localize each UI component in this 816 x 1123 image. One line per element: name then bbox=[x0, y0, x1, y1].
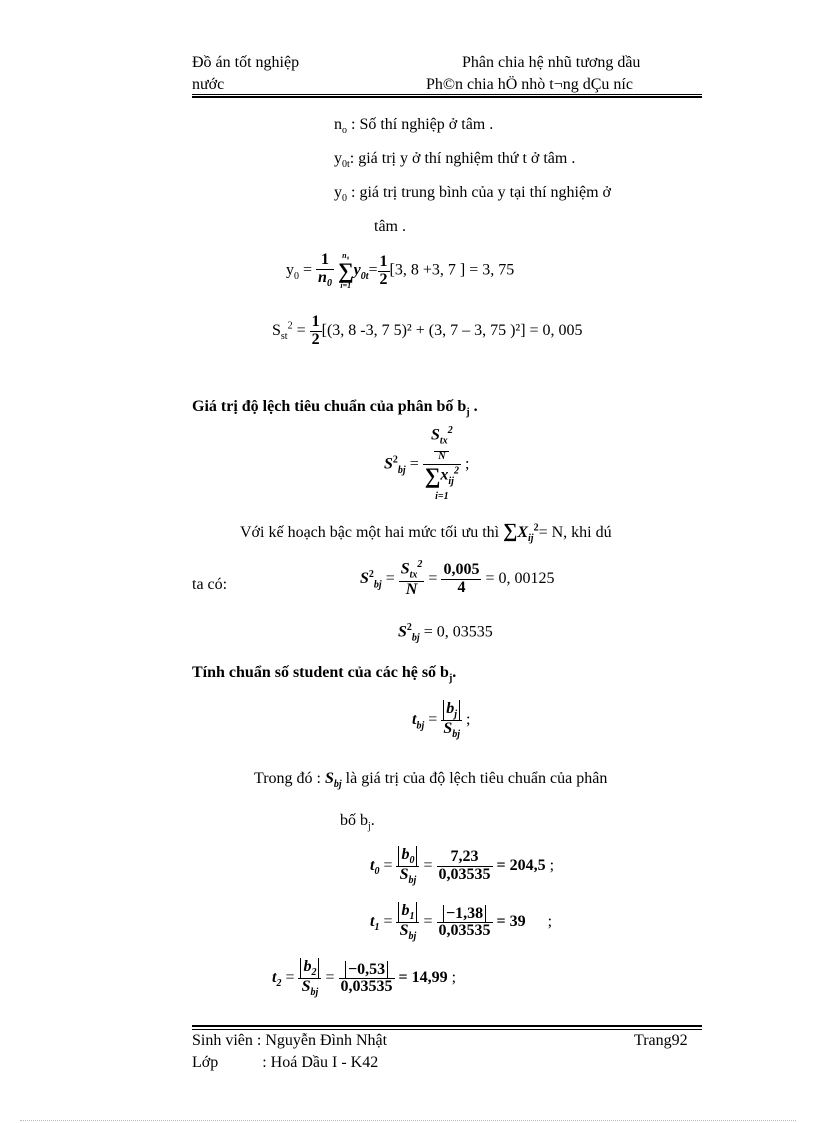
sum-top: n₀ bbox=[342, 251, 350, 260]
fraction-value bbox=[437, 849, 493, 884]
frac-den-sub: 0 bbox=[326, 278, 332, 290]
equation-sb-value bbox=[398, 622, 493, 644]
definition-symbol: y bbox=[334, 184, 342, 201]
equation-sb-calc: $S^2_{bj}$ = $\frac{S_{tx}^2}{N}$ = $\frac{0,005}{4}$ = 0, 00125 bbox=[360, 559, 555, 599]
frac-num: 7,23 bbox=[437, 849, 493, 867]
footer-rule bbox=[192, 1025, 702, 1027]
header-rule bbox=[192, 94, 702, 95]
eq-lhs-sup: 2 bbox=[406, 622, 412, 633]
footer-class-value: : Hoá Dầu I - K42 bbox=[262, 1054, 379, 1071]
para-tail: . bbox=[370, 812, 375, 829]
paragraph-where-cont bbox=[340, 812, 375, 832]
frac-den: N bbox=[405, 581, 418, 599]
sum-bottom: i=1 bbox=[435, 491, 449, 503]
eq-lhs: S bbox=[272, 321, 281, 339]
para-symbol-subsub: j bbox=[338, 779, 342, 791]
frac-num: b bbox=[446, 700, 455, 717]
fraction-value bbox=[339, 961, 395, 997]
eq-rhs: [3, 8 +3, 7 ] = 3, 75 bbox=[389, 261, 515, 279]
footer-rule-thin bbox=[192, 1029, 702, 1030]
row-tail: ; bbox=[547, 913, 553, 931]
eq-lhs-sub: 0 bbox=[294, 270, 299, 282]
row-lhs-sub: 0 bbox=[374, 866, 380, 878]
paragraph-where bbox=[254, 770, 607, 790]
fraction-half bbox=[378, 254, 390, 289]
frac-num-sub: tx bbox=[409, 569, 418, 581]
definition-y0t bbox=[334, 150, 575, 170]
heading-text: Tính chuẩn số student của các hệ số b bbox=[192, 664, 449, 681]
frac-den: S bbox=[443, 720, 453, 738]
header-subtitle-left: nước bbox=[192, 76, 225, 93]
eq-lhs: S bbox=[360, 570, 369, 588]
sum-symbol: ∑ bbox=[503, 520, 518, 542]
sum-operator: n₀ ∑ i=1 bbox=[337, 251, 354, 290]
definition-sub: 0 bbox=[342, 193, 347, 205]
fraction-value bbox=[441, 562, 481, 597]
heading-sub: j bbox=[448, 673, 453, 685]
eq-lhs-sup: 2 bbox=[392, 454, 398, 466]
eq-lhs-subsub: j bbox=[416, 632, 420, 644]
frac-num: 1 bbox=[311, 313, 320, 330]
eq-lhs-subsub: j bbox=[378, 579, 382, 591]
definition-text: : giá trị trung bình của y tại thí nghiệm ở bbox=[347, 184, 611, 201]
heading-tail: . bbox=[452, 664, 457, 681]
fraction bbox=[316, 252, 334, 289]
para-text: Trong đó : bbox=[254, 770, 325, 787]
frac-num: b bbox=[401, 902, 410, 919]
equation-t-formula: $t_{bj}$ = $\frac{b_j}{S_{bj}}$ ; bbox=[412, 700, 471, 741]
definition-sub: 0t bbox=[342, 159, 350, 171]
frac-den: 0,03535 bbox=[340, 978, 393, 996]
eq-lhs: S bbox=[384, 455, 393, 473]
frac-num: b bbox=[303, 958, 312, 975]
header-rule-double bbox=[192, 96, 702, 98]
heading-text: Giá trị độ lệch tiêu chuẩn của phân bố b bbox=[192, 398, 467, 415]
frac-num-sub: j bbox=[454, 709, 458, 721]
frac-num: 0,005 bbox=[443, 561, 480, 579]
footer-student-label: Sinh viên bbox=[192, 1032, 253, 1049]
frac-num-sub: 2 bbox=[311, 967, 317, 979]
para-text: Với kế hoạch bậc một hai mức tối ưu thì bbox=[240, 524, 504, 541]
equation-sb-formula: $S^2_{bj}$ = $S_{tx}^2$ N $\sum x_{ij}^2$ i=1 ; bbox=[384, 425, 470, 503]
fraction bbox=[399, 560, 425, 599]
header-subtitle-right: Ph©n chia hÖ nhò t¬ng dÇu níc bbox=[426, 76, 633, 93]
definition-text: : Số thí nghiệp ở tâm . bbox=[351, 116, 494, 133]
frac-den-sub: b bbox=[452, 729, 458, 741]
frac-den: 4 bbox=[457, 578, 466, 596]
page-edge-dots bbox=[20, 1120, 796, 1121]
frac-den: 0,03535 bbox=[438, 922, 491, 940]
frac-den: 2 bbox=[379, 270, 388, 288]
frac-den: 2 bbox=[311, 330, 320, 348]
eq-rhs: = 0, 03535 bbox=[423, 623, 493, 641]
sum-term: y bbox=[353, 261, 361, 279]
label-ta-co: ta có: bbox=[192, 576, 228, 593]
definition-continuation: tâm . bbox=[374, 218, 406, 235]
footer-page-number: Trang92 bbox=[634, 1032, 688, 1049]
fraction: $S_{tx}^2$ N $\sum x_{ij}^2$ i=1 bbox=[424, 425, 459, 503]
fraction: $\frac{b_1}{S_{bj}}$ bbox=[396, 902, 419, 943]
row-tail: ; bbox=[549, 857, 555, 875]
para-sub: j bbox=[368, 821, 371, 833]
frac-num-n: N bbox=[434, 451, 449, 463]
eq-lhs: t bbox=[412, 711, 417, 729]
equation-y0: $y_0$ = $\frac{1}{n_0}$ n₀ ∑ i=1 $y_{0t}=$ $\frac{1}{2}$ [3, 8 +3, 7 ] = 3, 75 bbox=[286, 251, 515, 290]
definition-sub: o bbox=[342, 125, 347, 137]
equation-t-row-1: $t_1$ = $\frac{b_1}{S_{bj}}$ = $\frac{-1,38}{0,03535}$ = 39 ; bbox=[370, 902, 553, 943]
frac-den-term: x bbox=[440, 466, 449, 484]
para-x-sup: 2 bbox=[533, 522, 539, 534]
equation-sst: $S_{st}^2$ = $\frac{1}{2}$ [(3, 8 -3, 7 5)² + (3, 7 – 3, 75 )²] = 0, 005 bbox=[272, 313, 583, 348]
frac-den-term-sub: ij bbox=[448, 475, 454, 487]
section-heading-std-dev bbox=[192, 398, 478, 418]
eq-lhs-sub: st bbox=[280, 331, 288, 343]
frac-num: −0,53 bbox=[345, 961, 388, 979]
frac-num: −1,38 bbox=[443, 905, 486, 923]
frac-den: n bbox=[318, 269, 327, 287]
para-x-sub: ij bbox=[528, 533, 534, 545]
frac-num: S bbox=[431, 426, 440, 444]
para-x: X bbox=[517, 524, 529, 541]
definition-symbol: n bbox=[334, 116, 342, 133]
row-result: = 14,99 bbox=[398, 969, 448, 987]
fraction bbox=[441, 700, 462, 741]
row-lhs-sub: 2 bbox=[276, 978, 282, 990]
frac-num: S bbox=[400, 560, 410, 578]
equation-t-row-0: $t_0$ = $\frac{b_0}{S_{bj}}$ = $\frac{7,23}{0,03535}$ = 204,5 ; bbox=[370, 846, 555, 887]
fraction-value bbox=[437, 905, 493, 941]
fraction-half bbox=[310, 314, 322, 349]
eq-tail: ; bbox=[466, 711, 471, 729]
eq-lhs: S bbox=[398, 623, 407, 641]
eq-tail: ; bbox=[464, 455, 470, 473]
eq-lhs-sup: 2 bbox=[368, 568, 374, 580]
frac-den-term-sup: 2 bbox=[453, 465, 459, 477]
eq-lhs-sub: b bbox=[373, 579, 379, 591]
footer-class bbox=[192, 1054, 378, 1072]
para-symbol: S bbox=[324, 770, 334, 787]
para-text-after: là giá trị của độ lệch tiêu chuẩn của phân bbox=[341, 770, 608, 787]
eq-lhs-sup: 2 bbox=[287, 320, 293, 332]
eq-lhs-subsub: j bbox=[402, 464, 406, 476]
fraction: $\frac{b_2}{S_{bj}}$ bbox=[298, 958, 321, 999]
eq-lhs: y bbox=[286, 261, 294, 279]
frac-num: b bbox=[401, 846, 410, 863]
section-heading-student bbox=[192, 664, 456, 684]
row-result: = 204,5 bbox=[496, 857, 546, 875]
frac-num-sub: tx bbox=[439, 435, 448, 447]
definition-y0 bbox=[334, 184, 611, 204]
eq-lhs-subsub: j bbox=[421, 720, 425, 732]
frac-num: 1 bbox=[316, 252, 334, 270]
eq-lhs-sub: b bbox=[397, 464, 403, 476]
definition-symbol: y bbox=[334, 150, 342, 167]
frac-num: 1 bbox=[379, 252, 388, 270]
row-result: = 39 bbox=[496, 913, 526, 931]
frac-num-sup: 2 bbox=[417, 559, 423, 570]
heading-tail: . bbox=[469, 398, 478, 415]
paragraph-plan bbox=[240, 520, 612, 544]
heading-sub: j bbox=[466, 407, 470, 419]
footer-class-label: Lớp bbox=[192, 1054, 219, 1071]
fraction: $\frac{b_0}{S_{bj}}$ bbox=[396, 846, 419, 887]
equation-t-row-2: $t_2$ = $\frac{b_2}{S_{bj}}$ = $\frac{-0,53}{0,03535}$ = 14,99 ; bbox=[272, 958, 457, 999]
definition-n0 bbox=[334, 116, 493, 136]
eq-rhs: [(3, 8 -3, 7 5)² + (3, 7 – 3, 75 )²] = 0, 005 bbox=[321, 321, 583, 339]
eq-lhs-sub: b bbox=[416, 720, 422, 732]
sum-term-sub: 0t bbox=[360, 270, 369, 282]
footer-student bbox=[192, 1032, 387, 1050]
header-title-right: Phân chia hệ nhũ tương dầu bbox=[462, 54, 641, 71]
frac-num-sup: 2 bbox=[447, 425, 453, 436]
frac-num-sub: 1 bbox=[409, 911, 415, 923]
para-text: bố b bbox=[340, 812, 368, 829]
frac-den-subsub: j bbox=[457, 729, 460, 741]
frac-num-sub: 0 bbox=[409, 855, 415, 867]
row-lhs-sub: 1 bbox=[374, 922, 380, 934]
eq-lhs-sub: b bbox=[411, 632, 417, 644]
para-text-after: = N, khi dú bbox=[538, 524, 612, 541]
frac-den: 0,03535 bbox=[438, 865, 491, 883]
definition-text: : giá trị y ở thí nghiệm thứ t ở tâm . bbox=[349, 150, 576, 167]
row-tail: ; bbox=[451, 969, 457, 987]
para-symbol-sub: b bbox=[333, 779, 339, 791]
header-title-left: Đồ án tốt nghiệp bbox=[192, 54, 300, 71]
sum-bottom: i=1 bbox=[340, 281, 352, 290]
eq-rhs: 0, 00125 bbox=[498, 570, 555, 588]
footer-student-value: : Nguyễn Đình Nhật bbox=[256, 1032, 388, 1049]
